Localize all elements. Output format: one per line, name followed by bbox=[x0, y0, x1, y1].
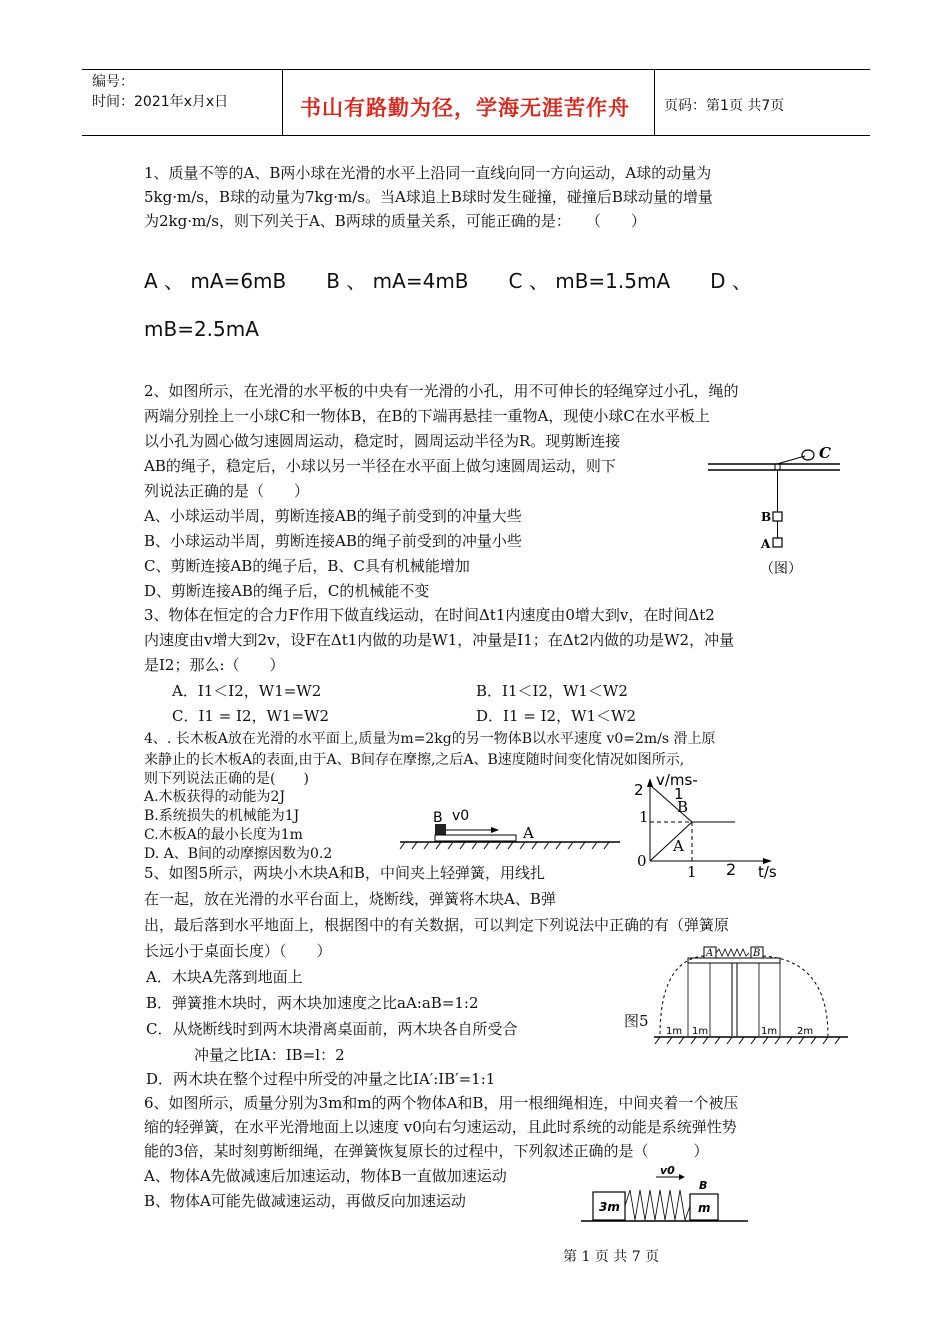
q6-spring bbox=[625, 1190, 690, 1220]
q4-option-b: B.系统损失的机械能为1J bbox=[144, 808, 300, 824]
q3-line-3: 是I2；那么:（ ） bbox=[144, 656, 285, 674]
motto: 书山有路勤为径，学海无涯苦作舟 bbox=[300, 96, 630, 120]
q4-graph-label-b: B bbox=[677, 798, 689, 816]
q5-line-1: 5、如图5所示，两块小木块A和B，中间夹上轻弹簧，用线扎 bbox=[144, 864, 545, 882]
q4-y-tick-2: 2 bbox=[634, 781, 644, 799]
q4-y-axis-label: v/ms- bbox=[656, 771, 698, 789]
number-label: 编号： bbox=[92, 74, 134, 90]
q5-dist-2: 1m bbox=[692, 1026, 709, 1037]
q4-x-axis-label: t/s bbox=[758, 863, 777, 881]
q5-line-2: 在一起，放在光滑的水平台面上，烧断线，弹簧将木块A、B弹 bbox=[144, 890, 556, 908]
q4-x-tick-1: 1 bbox=[687, 863, 697, 881]
q4-label-a: A bbox=[523, 824, 534, 842]
header-meta bbox=[92, 72, 228, 112]
page-footer: 第 1 页 共 7 页 bbox=[563, 1249, 660, 1265]
q4-board-a bbox=[435, 835, 516, 841]
q2-line-4: AB的绳子，稳定后，小球以另一半径在水平面上做匀速圆周运动，则下 bbox=[144, 457, 616, 475]
q6-option-a: A、物体A先做减速后加速运动，物体B一直做加速运动 bbox=[144, 1167, 507, 1185]
q6-label-m: m bbox=[698, 1201, 711, 1215]
q4-line-a bbox=[650, 822, 692, 861]
q3-option-c: C．I1 = I2，W1=W2 bbox=[172, 707, 330, 725]
q2-line-3: 以小孔为圆心做匀速圆周运动，稳定时，圆周运动半径为R。现剪断连接 bbox=[144, 432, 621, 450]
q1-line-2: 5kg·m/s，B球的动量为7kg·m/s。当A球追上B球时发生碰撞，碰撞后B球动量的增量 bbox=[144, 188, 713, 206]
q2-label-b: B bbox=[761, 510, 772, 524]
q5-option-c-cont: 冲量之比IA：IB=l：2 bbox=[194, 1046, 345, 1064]
q2-figure bbox=[700, 440, 850, 585]
header-bottom-rule bbox=[82, 135, 870, 136]
q5-dist-3: 1m bbox=[761, 1026, 778, 1037]
q5-label-a: A bbox=[706, 948, 714, 959]
q2-ball-c bbox=[802, 450, 814, 460]
q3-option-d: D．I1 = I2，W1＜W2 bbox=[476, 707, 636, 725]
q5-line-3: 出，最后落到水平地面上，根据图中的有关数据，可以判定下列说法中正确的有（弹簧原 bbox=[144, 916, 730, 934]
q6-line-2: 缩的轻弹簧，在水平光滑地面上以速度 v0向右匀速运动，且此时系统的动能是系统弹性势 bbox=[144, 1118, 737, 1136]
q6-option-b: B、物体A可能先做减速运动，再做反向加速运动 bbox=[144, 1192, 466, 1210]
q5-figure-caption: 图5 bbox=[624, 1012, 649, 1030]
q5-figure bbox=[652, 940, 852, 1052]
q2-option-b: B、小球运动半周，剪断连接AB的绳子前受到的冲量小些 bbox=[144, 532, 522, 550]
q4-line-2: 来静止的长木板A的表面,由于A、B间存在摩擦,之后A、B速度随时间变化情况如图所示, bbox=[144, 752, 685, 768]
q2-line-1: 2、如图所示，在光滑的水平板的中央有一光滑的小孔，用不可伸长的轻绳穿过小孔，绳的 bbox=[144, 382, 739, 400]
q4-line-3: 则下列说法正确的是( ) bbox=[144, 771, 309, 787]
q6-label-b: B bbox=[699, 1179, 708, 1192]
time-label: 时间：2021年x月x日 bbox=[92, 94, 229, 110]
q4-y-axis-unit: 1 bbox=[674, 785, 684, 803]
q5-dist-1: 1m bbox=[666, 1026, 683, 1037]
q4-x-tick-2: 2 bbox=[726, 860, 737, 879]
header-top-rule bbox=[82, 69, 870, 70]
q6-label-v0: v0 bbox=[660, 1164, 675, 1177]
q5-option-d: D．两木块在整个过程中所受的冲量之比IA′:IB′=1:1 bbox=[146, 1070, 496, 1088]
q1-line-1: 1、质量不等的A、B两小球在光滑的水平上沿同一直线向同一方向运动，A球的动量为 bbox=[144, 164, 712, 182]
q6-label-3m: 3m bbox=[599, 1200, 620, 1214]
q1-options-line-2: mB=2.5mA bbox=[144, 317, 259, 341]
q4-option-c: C.木板A的最小长度为1m bbox=[144, 827, 303, 843]
header-divider-right bbox=[654, 69, 655, 136]
q2-block-b bbox=[773, 512, 782, 521]
q1-options-line-1: A 、 mA=6mB B 、 mA=4mB C 、 mB=1.5mA D 、 bbox=[144, 269, 752, 293]
q2-option-d: D、剪断连接AB的绳子后，C的机械能不变 bbox=[144, 582, 430, 600]
q4-line-1: 4、. 长木板A放在光滑的水平面上,质量为m=2kg的另一物体B以水平速度 v0=2m/s 滑上原 bbox=[144, 731, 716, 747]
q4-graph-label-a: A bbox=[673, 837, 684, 855]
q5-option-c: C．从烧断线时到两木块滑离桌面前，两木块各自所受合 bbox=[146, 1020, 518, 1038]
q5-trajectory-a bbox=[660, 956, 704, 1036]
q6-line-3: 能的3倍，某时刻剪断细绳，在弹簧恢复原长的过程中，下列叙述正确的是（ ） bbox=[144, 1142, 709, 1160]
q2-label-c: C bbox=[819, 444, 831, 462]
q5-table-top bbox=[688, 958, 780, 963]
q3-option-a: A．I1＜I2，W1=W2 bbox=[172, 682, 322, 700]
q5-option-a: A．木块A先落到地面上 bbox=[146, 968, 303, 986]
q4-option-a: A.木板获得的动能为2J bbox=[144, 789, 286, 805]
q6-line-1: 6、如图所示，质量分别为3m和m的两个物体A和B，用一根细绳相连，中间夹着一个被压 bbox=[144, 1094, 739, 1112]
q5-trajectory-b bbox=[763, 956, 828, 1036]
q4-board-figure bbox=[395, 800, 625, 855]
q5-option-b: B．弹簧推木块时，两木块加速度之比aA:aB=1:2 bbox=[146, 994, 479, 1012]
header-divider-left bbox=[282, 69, 283, 136]
q2-option-c: C、剪断连接AB的绳子后，B、C具有机械能增加 bbox=[144, 557, 470, 575]
q4-y-tick-0: 0 bbox=[637, 852, 647, 870]
q2-option-a: A、小球运动半周，剪断连接AB的绳子前受到的冲量大些 bbox=[144, 507, 522, 525]
q1-line-3: 为2kg·m/s，则下列关于A、B两球的质量关系，可能正确的是： （ ） bbox=[144, 212, 646, 230]
q2-label-a: A bbox=[761, 537, 771, 551]
q2-line-5: 列说法正确的是（ ） bbox=[144, 482, 310, 500]
q5-label-b: B bbox=[753, 948, 761, 959]
page-info: 页码：第1页 共7页 bbox=[664, 98, 785, 114]
q5-line-4: 长远小于桌面长度）（ ） bbox=[144, 942, 332, 960]
q2-line-2: 两端分别拴上一小球C和一物体B，在B的下端再悬挂一重物A，现使小球C在水平板上 bbox=[144, 407, 710, 425]
q4-y-tick-1: 1 bbox=[639, 808, 649, 826]
q4-label-v0: v0 bbox=[452, 808, 470, 824]
q4-option-d: D. A、B间的动摩擦因数为0.2 bbox=[144, 846, 333, 862]
q3-line-2: 内速度由v增大到2v，设F在Δt1内做的功是W1，冲量是I1；在Δt2内做的功是W2，冲量 bbox=[144, 631, 735, 649]
q6-figure bbox=[578, 1160, 758, 1226]
q3-line-1: 3、物体在恒定的合力F作用下做直线运动，在时间Δt1内速度由0增大到v，在时间Δt2 bbox=[144, 606, 715, 624]
q4-vt-graph bbox=[630, 765, 800, 885]
q5-spring bbox=[716, 949, 749, 956]
q3-option-b: B．I1＜I2，W1＜W2 bbox=[476, 682, 628, 700]
q2-block-a bbox=[773, 538, 782, 547]
q2-caption: （图） bbox=[760, 561, 802, 577]
q5-dist-4: 2m bbox=[797, 1026, 814, 1037]
q4-label-b: B bbox=[433, 810, 443, 826]
